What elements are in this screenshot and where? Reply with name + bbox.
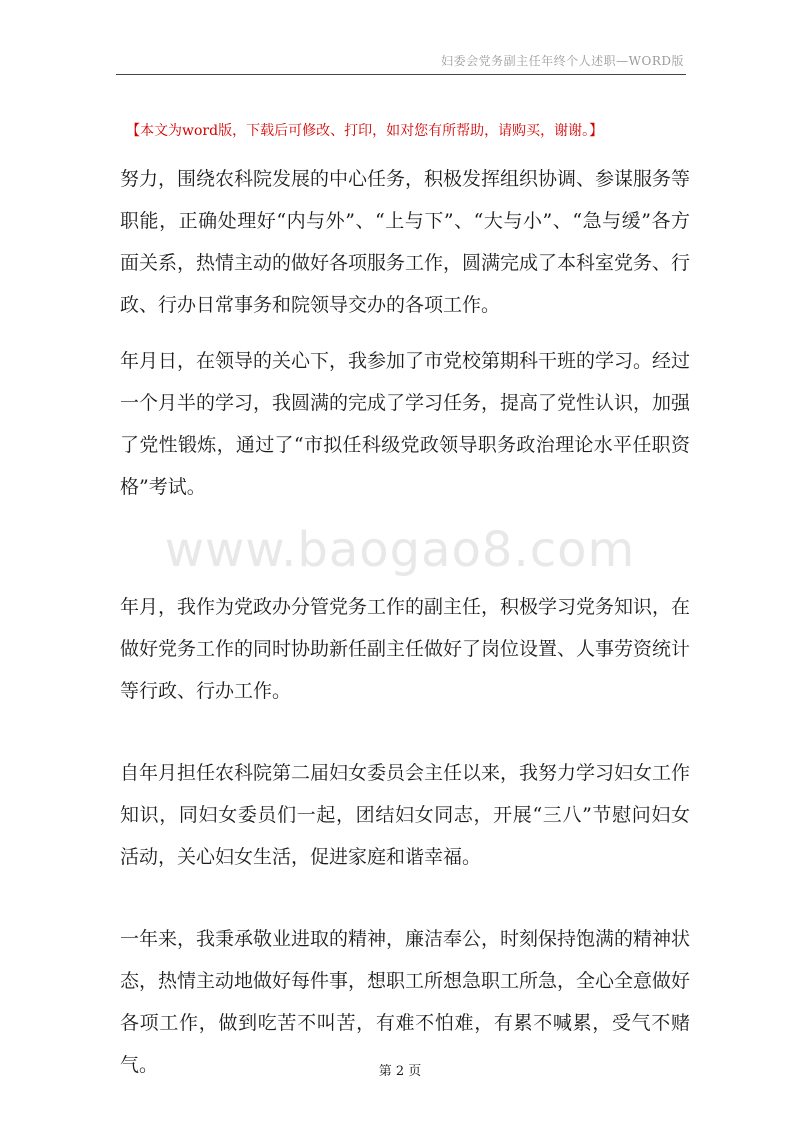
download-notice: 【本文为word版，下载后可修改、打印，如对您有所帮助，请购买，谢谢。】	[126, 123, 604, 139]
watermark: www.baogao8.com	[164, 522, 636, 578]
document-header-title: 妇委会党务副主任年终个人述职—WORD版	[441, 54, 684, 68]
header-divider	[116, 74, 686, 75]
paragraph-2: 年月日，在领导的关心下，我参加了市党校第期科干班的学习。经过一个月半的学习，我圆满的完成了学习任务，提高了党性认识，加强了党性锻炼，通过了“市拟任科级党政领导职务政治理论水平任职资格”考试。	[120, 350, 691, 498]
paragraph-5: 一年来，我秉承敬业进取的精神，廉洁奉公，时刻保持饱满的精神状态，热情主动地做好每件事，想职工所想急职工所急，全心全意做好各项工作，做到吃苦不叫苦，有难不怕难，有累不喊累，受气不赌气。	[120, 928, 691, 1076]
paragraph-3: 年月，我作为党政办分管党务工作的副主任，积极学习党务知识，在做好党务工作的同时协助新任副主任做好了岗位设置、人事劳资统计等行政、行办工作。	[120, 596, 691, 702]
page-number: 第 2 页	[378, 1064, 422, 1079]
paragraph-1: 努力，围绕农科院发展的中心任务，积极发挥组织协调、参谋服务等职能，正确处理好“内与外”、“上与下”、“大与小”、“急与缓”各方面关系，热情主动的做好各项服务工作，圆满完成了本科室党务、行政、行办日常事务和院领导交办的各项工作。	[120, 168, 691, 316]
paragraph-4: 自年月担任农科院第二届妇女委员会主任以来，我努力学习妇女工作知识，同妇女委员们一起，团结妇女同志，开展“三八”节慰问妇女活动，关心妇女生活，促进家庭和谐幸福。	[120, 762, 691, 868]
